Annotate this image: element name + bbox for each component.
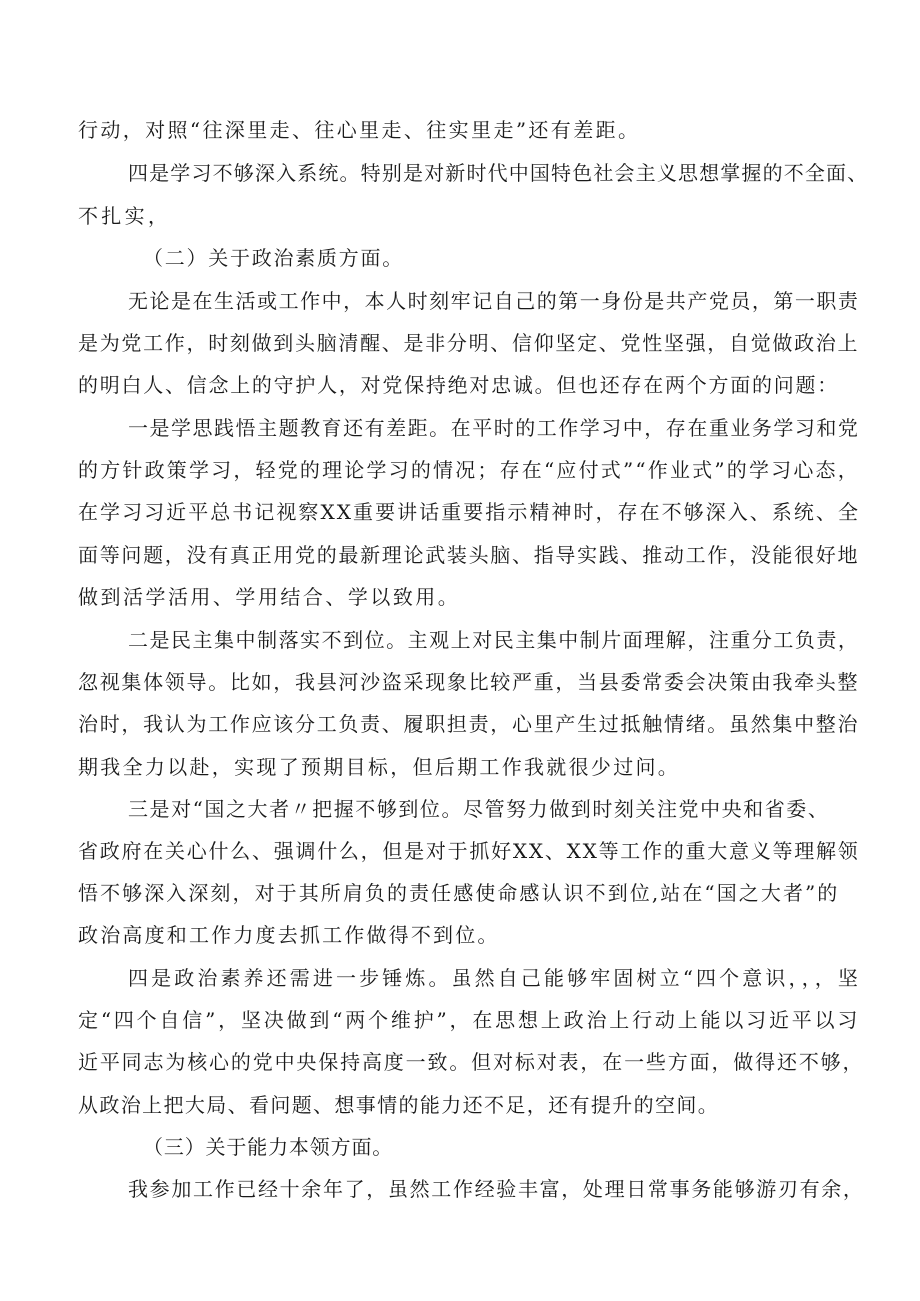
text-line: 的明白人、信念上的守护人，对党保持绝对忠诚。但也还存在两个方面的问题： bbox=[78, 373, 839, 397]
text-line: 定“四个自信”，坚决做到“两个维护”，在思想上政治上行动上能以习近平以习 bbox=[78, 1008, 861, 1032]
text-line: 期我全力以赴，实现了预期目标，但后期工作我就很少过问。 bbox=[78, 755, 681, 779]
text-line: 我参加工作已经十余年了，虽然工作经验丰富，处理日常事务能够游刃有余， bbox=[128, 1177, 865, 1201]
section-heading: （二）关于政治素质方面。 bbox=[143, 246, 405, 270]
text-line: 行动，对照“往深里走、往心里走、往实里走”还有差距。 bbox=[78, 118, 641, 142]
text-line: 省政府在关心什么、强调什么，但是对于抓好XX、XX等工作的重大意义等理解领 bbox=[78, 839, 860, 863]
text-line: 不扎实， bbox=[78, 204, 172, 228]
text-line: 四是政治素养还需进一步锤炼。虽然自己能够牢固树立“四个意识，，，坚 bbox=[128, 966, 861, 990]
text-line: 四是学习不够深入系统。特别是对新时代中国特色社会主义思想掌握的不全面、 bbox=[128, 161, 869, 185]
text-line: 做到活学活用、学用结合、学以致用。 bbox=[78, 585, 461, 609]
text-line: 三是对“国之大者〃把握不够到位。尽管努力做到时刻关注党中央和省委、 bbox=[128, 797, 830, 821]
text-line: 从政治上把大局、看问题、想事情的能力还不足，还有提升的空间。 bbox=[78, 1093, 720, 1117]
text-line: 治时，我认为工作应该分工负责、履职担责，心里产生过抵触情绪。虽然集中整治 bbox=[78, 712, 860, 736]
text-line: 忽视集体领导。比如，我县河沙盗采现象比较严重，当县委常委会决策由我牵头整 bbox=[78, 670, 860, 694]
text-line: 二是民主集中制落实不到位。主观上对民主集中制片面理解，注重分工负责， bbox=[128, 628, 860, 652]
section-heading: （三）关于能力本领方面。 bbox=[143, 1135, 394, 1159]
text-line: 无论是在生活或工作中，本人时刻牢记自己的第一身份是共产党员，第一职责 bbox=[128, 289, 860, 313]
text-line: 在学习习近平总书记视察XX重要讲话重要指示精神时，存在不够深入、系统、全 bbox=[78, 500, 861, 524]
text-line: 近平同志为核心的党中央保持高度一致。但对标对表，在一些方面，做得还不够， bbox=[78, 1050, 865, 1074]
text-line: 面等问题，没有真正用党的最新理论武装头脑、指导实践、推动工作，没能很好地 bbox=[78, 543, 860, 567]
text-line: 是为党工作，时刻做到头脑清醒、是非分明、信仰坚定、党性坚强，自觉做政治上 bbox=[78, 331, 860, 355]
text-line: 悟不够深入深刻，对于其所肩负的责任感使命感认识不到位,站在“国之大者”的 bbox=[78, 881, 840, 905]
text-line: 政治高度和工作力度去抓工作做得不到位。 bbox=[78, 923, 500, 947]
text-line: 一是学思践悟主题教育还有差距。在平时的工作学习中，存在重业务学习和党 bbox=[128, 416, 860, 440]
text-line: 的方针政策学习，轻党的理论学习的情况；存在“应付式”“作业式”的学习心态， bbox=[78, 458, 860, 482]
